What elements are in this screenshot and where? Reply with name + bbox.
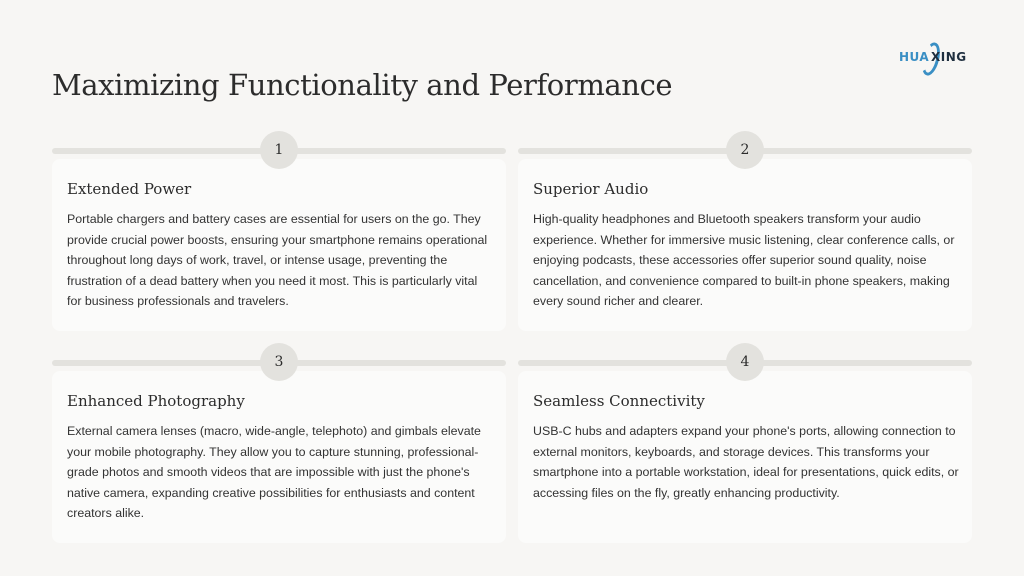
step-number-badge: 4 [726,343,764,381]
brand-logo [893,38,969,78]
card-heading: Superior Audio [533,180,649,198]
step-number-badge: 3 [260,343,298,381]
step-number-badge: 1 [260,131,298,169]
logo-text-hua: HUA [899,50,930,64]
card-heading: Seamless Connectivity [533,392,705,410]
card-description: Portable chargers and battery cases are essential for users on the go. They provide crucial power boosts, ensuring your smartphone remains operational throughout long days of work, travel, or intense usage, preventing the frustration of a dead battery when you need it most. This is particularly vital for business professionals and travelers. [67,212,488,309]
logo-text-xing: XING [931,50,967,64]
card-heading: Enhanced Photography [67,392,245,410]
card-description: USB-C hubs and adapters expand your phone's ports, allowing connection to external monitors, keyboards, and storage devices. This transforms your smartphone into a portable workstation, ideal for presentations, quick edits, or accessing files on the fly, greatly enhancing productivity. [533,424,959,500]
step-number-badge: 2 [726,131,764,169]
card-description: External camera lenses (macro, wide-angle, telephoto) and gimbals elevate your mobile photography. They allow you to capture stunning, professional-grade photos and smooth videos that are impossible with just the phone's native camera, expanding creative possibilities for enthusiasts and content creators alike. [67,424,481,521]
card-description: High-quality headphones and Bluetooth speakers transform your audio experience. Whether for immersive music listening, clear conference calls, or enjoying podcasts, these accessories offer superior sound quality, noise cancellation, and convenience compared to built-in phone speakers, making every sound richer and clearer. [533,212,955,309]
page-title: Maximizing Functionality and Performance [52,68,673,102]
card-heading: Extended Power [67,180,192,198]
